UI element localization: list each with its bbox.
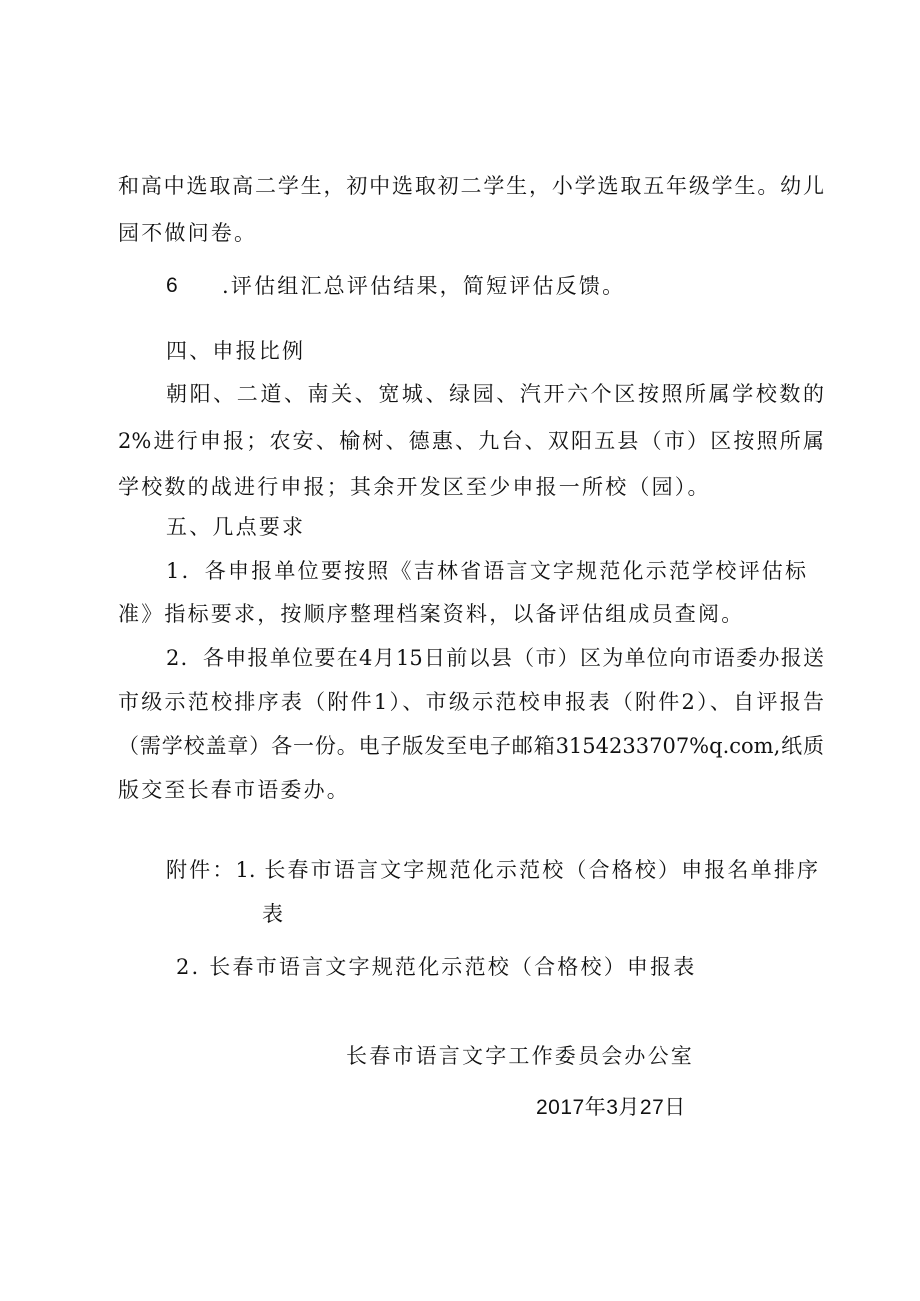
body-line: 2%进行申报；农安、榆树、德惠、九台、双阳五县（市）区按照所属 <box>118 429 824 453</box>
body-line: 和高中选取高二学生，初中选取初二学生，小学选取五年级学生。幼儿 <box>118 174 824 198</box>
list-item: .评估组汇总评估结果，简短评估反馈。 <box>222 274 626 298</box>
item-number: 6 <box>166 274 178 297</box>
body-line: 市级示范校排序表（附件1）、市级示范校申报表（附件2）、自评报告 <box>118 690 824 714</box>
body-line: 版交至长春市语委办。 <box>118 778 350 802</box>
issue-date: 2017年3月27日 <box>536 1096 686 1119</box>
body-line: 学校数的战进行申报；其余开发区至少申报一所校（园）。 <box>118 475 711 499</box>
list-item: 2．各申报单位要在4月15日前以县（市）区为单位向市语委办报送 <box>166 646 824 670</box>
body-line: 准》指标要求，按顺序整理档案资料，以备评估组成员查阅。 <box>118 602 745 626</box>
section-heading: 五、几点要求 <box>166 515 306 539</box>
attachment-item: 附件：1. 长春市语言文字规范化示范校（合格校）申报名单排序 <box>166 858 818 882</box>
body-line: （需学校盖章）各一份。电子版发至电子邮箱3154233707%q.com,纸质 <box>118 734 824 758</box>
section-heading: 四、申报比例 <box>166 339 306 363</box>
body-line: 园不做问卷。 <box>118 221 258 245</box>
body-line: 朝阳、二道、南关、宽城、绿园、汽开六个区按照所属学校数的 <box>166 382 824 406</box>
attachment-item-continuation: 表 <box>262 902 286 926</box>
attachment-item: 2. 长春市语言文字规范化示范校（合格校）申报表 <box>176 955 697 979</box>
issuing-organization: 长春市语言文字工作委员会办公室 <box>346 1044 694 1068</box>
list-item: 1．各申报单位要按照《吉林省语言文字规范化示范学校评估标 <box>166 559 806 583</box>
